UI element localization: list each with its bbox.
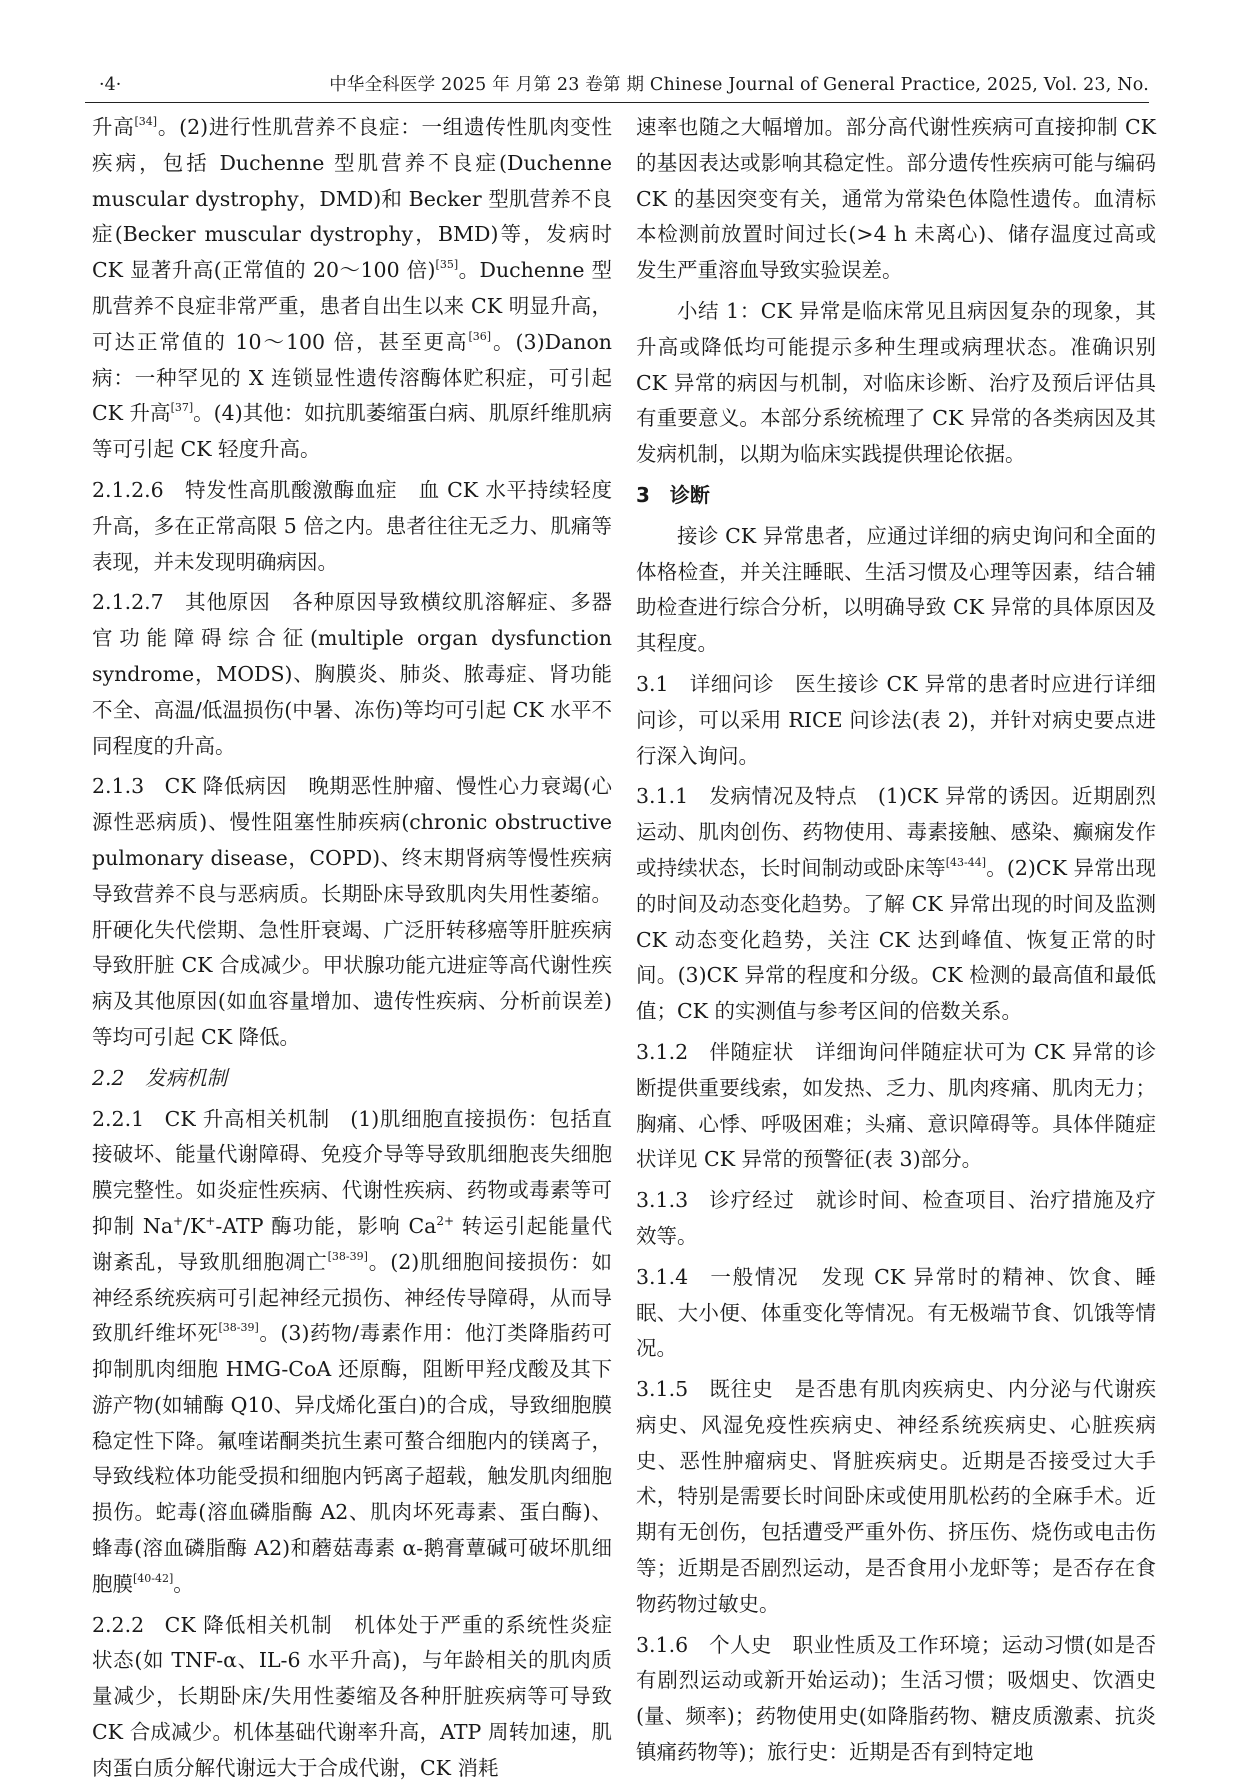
right-column <box>636 110 1156 1776</box>
page-number: ·4· <box>99 75 122 95</box>
section-title: 一般情况 <box>708 1264 800 1289</box>
section-3-heading <box>636 478 1156 514</box>
section-number: 3.1.2 <box>636 1039 689 1064</box>
section-title: 发病情况及特点 <box>708 784 858 809</box>
section-title: 发病机制 <box>145 1065 228 1090</box>
section-number: 2.1.2.7 <box>92 590 164 615</box>
section-title: 诊疗经过 <box>708 1188 795 1213</box>
section-3-1-2: 3.1.2 伴随症状 详细询问伴随症状可为 CK 异常的诊断提供重要线索，如发热、乏力、肌肉疼痛、肌肉无力；胸痛、心悸、呼吸困难；头痛、意识障碍等。具体伴随症状详见 CK 异常的预警征(表 3)部分。 <box>636 1039 1156 1172</box>
running-header <box>85 68 1149 103</box>
section-2-1-3: 2.1.3 CK 降低病因 晚期恶性肿瘤、慢性心力衰竭(心源性恶病质)、慢性阻塞性肺疾病(chronic obstructive pulmonary disease，COPD)、终末期肾病等慢性疾病导致营养不良与恶病质。长期卧床导致肌肉失用性萎缩。肝硬化失代偿期、急性肝衰竭、广泛肝转移癌等肝脏疾病导致肝脏 CK 合成减少。甲状腺功能亢进症等高代谢性疾病及其他原因(如血容量增加、遗传性疾病、分析前误差)等均可引起 CK 降低。 <box>92 774 612 1049</box>
section-number: 3.1 <box>636 671 669 696</box>
section-number: 2.2.2 <box>92 1612 145 1637</box>
summary-paragraph: 小结 1：CK 异常是临床常见且病因复杂的现象，其升高或降低均可能提示多种生理或病理状态。准确识别 CK 异常的病因与机制，对临床诊断、治疗及预后评估具有重要意义。本部分系统梳理了 CK 异常的各类病因及其发病机制，以期为临床实践提供理论依据。 <box>636 298 1156 467</box>
section-number: 3.1.3 <box>636 1188 689 1213</box>
section-title: CK 升高相关机制 <box>164 1106 330 1131</box>
section-title: 其他原因 <box>184 590 271 615</box>
paragraph-continued: 速率也随之大幅增加。部分高代谢性疾病可直接抑制 CK 的基因表达或影响其稳定性。部分遗传性疾病可能与编码 CK 的基因突变有关，通常为常染色体隐性遗传。血清标本检测前放置时间过长(>4 h 未离心)、储存温度过高或发生严重溶血导致实验误差。 <box>636 115 1156 283</box>
section-3-intro: 接诊 CK 异常患者，应通过详细的病史询问和全面的体格检查，并关注睡眠、生活习惯及心理等因素，结合辅助检查进行综合分析，以明确导致 CK 异常的具体原因及其程度。 <box>636 523 1156 656</box>
section-2-2-heading <box>92 1061 612 1097</box>
section-number: 3.1.1 <box>636 784 689 809</box>
citation-ref: [35] <box>435 258 459 272</box>
section-3-1: 3.1 详细问诊 医生接诊 CK 异常的患者时应进行详细问诊，可以采用 RICE 问诊法(表 2)，并针对病史要点进行深入询问。 <box>636 671 1156 768</box>
section-3-1-1: 3.1.1 发病情况及特点 (1)CK 异常的诱因。近期剧烈运动、肌肉创伤、药物使用、毒素接触、感染、癫痫发作或持续状态，长时间制动或卧床等[43-44]。(2)CK 异常出现的时间及动态变化趋势。了解 CK 异常出现的时间及监测 CK 动态变化趋势，关注 CK 达到峰值、恢复正常的时间。(3)CK 异常的程度和分级。CK 检测的最高值和最低值；CK 的实测值与参考区间的倍数关系。 <box>636 784 1156 1024</box>
citation-ref: [38-39] <box>218 1321 259 1335</box>
citation-ref: [34] <box>134 115 158 128</box>
section-2-1-2-6: 2.1.2.6 特发性高肌酸激酶血症 血 CK 水平持续轻度升高，多在正常高限 5 倍之内。患者往往无乏力、肌痛等表现，并未发现明确病因。 <box>92 477 612 574</box>
section-title: CK 降低相关机制 <box>164 1612 333 1637</box>
section-2-2-1: 2.2.1 CK 升高相关机制 (1)肌细胞直接损伤：包括直接破坏、能量代谢障碍、免疫介导等导致肌细胞丧失细胞膜完整性。如炎症性疾病、代谢性疾病、药物或毒素等可抑制 Na+/K+-ATP 酶功能，影响 $Ca^{2+}$ 转运引起能量代谢紊乱，导致肌细胞凋亡[38-39]。(2)肌细胞间接损伤：如神经系统疾病可引起神经元损伤、神经传导障碍，从而导致肌纤维坏死[38-39]。(3)药物/毒素作用：他汀类降脂药可抑制肌肉细胞 HMG-CoA 还原酶，阻断甲羟戊酸及其下游产物(如辅酶 Q10、异戊烯化蛋白)的合成，导致细胞膜稳定性下降。氟喹诺酮类抗生素可螯合细胞内的镁离子，导致线粒体功能受损和细胞内钙离子超载，触发肌肉细胞损伤。蛇毒(溶血磷脂酶 A2、肌肉坏死毒素、蛋白酶)、蜂毒(溶血磷脂酶 A2)和蘑菇毒素 α-鹅膏蕈碱可破坏肌细胞膜[40-42]。 <box>92 1106 613 1596</box>
section-3-1-3: 3.1.3 诊疗经过 就诊时间、检查项目、治疗措施及疗效等。 <box>636 1188 1157 1248</box>
section-2-1-2-7: 2.1.2.7 其他原因 各种原因导致横纹肌溶解症、多器官功能障碍综合征(multiple organ dysfunction syndrome，MODS)、胸膜炎、肺炎、脓毒症、肾功能不全、高温/低温损伤(中暑、冻伤)等均可引起 CK 水平不同程度的升高。 <box>92 590 613 758</box>
section-title: 详细问诊 <box>689 671 775 696</box>
paragraph-dystrophy: 升高[34]。(2)进行性肌营养不良症：一组遗传性肌肉变性疾病，包括 Duchenne 型肌营养不良症(Duchenne muscular dystrophy，DMD)和 Becker 型肌营养不良症(Becker muscular dystrophy，BMD)等，发病时 CK 显著升高(正常值的 20～100 倍)[35]。Duchenne 型肌营养不良症非常严重，患者自出生以来 CK 明显升高，可达正常值的 10～100 倍，甚至更高[36]。(3)Danon 病：一种罕见的 X 连锁显性遗传溶酶体贮积症，可引起 CK 升高[37]。(4)其他：如抗肌萎缩蛋白病、肌原纤维肌病等可引起 CK 轻度升高。 <box>92 115 612 462</box>
section-title: 伴随症状 <box>708 1039 794 1064</box>
section-number: 3.1.5 <box>636 1377 689 1402</box>
section-number: 3.1.4 <box>636 1264 689 1289</box>
section-number: 2.2.1 <box>92 1106 145 1131</box>
section-2-2-2: 2.2.2 CK 降低相关机制 机体处于严重的系统性炎症状态(如 TNF-α、IL-6 水平升高)，与年龄相关的肌肉质量减少，长期卧床/失用性萎缩及各种肝脏疾病等可导致 CK 合成减少。机体基础代谢率升高，ATP 周转加速，肌肉蛋白质分解代谢远大于合成代谢，CK 消耗 <box>92 1612 612 1780</box>
section-3-1-4: 3.1.4 一般情况 发现 CK 异常时的精神、饮食、睡眠、大小便、体重变化等情况。有无极端节食、饥饿等情况。 <box>636 1264 1156 1361</box>
section-number: 2.1.2.6 <box>92 477 164 502</box>
section-number: 2.1.3 <box>92 774 145 799</box>
journal-citation: 中华全科医学 2025 年 月第 23 卷第 期 Chinese Journal of General Practice, 2025, Vol. 23, No. <box>329 75 1149 95</box>
section-title: 既往史 <box>708 1377 774 1402</box>
citation-ref: [43-44] <box>945 855 987 869</box>
citation-ref: [36] <box>468 329 492 343</box>
citation-ref: [40-42] <box>133 1571 174 1585</box>
section-title: 个人史 <box>708 1632 772 1657</box>
left-column <box>92 110 612 1792</box>
citation-ref: [37] <box>170 401 194 415</box>
section-number: 3.1.6 <box>636 1632 689 1657</box>
section-3-1-5: 3.1.5 既往史 是否患有肌肉疾病史、内分泌与代谢疾病史、风湿免疫性疾病史、神经系统疾病史、心脏疾病史、恶性肿瘤病史、肾脏疾病史。近期是否接受过大手术，特别是需要长时间卧床或使用肌松药的全麻手术。近期有无创伤，包括遭受严重外伤、挤压伤、烧伤或电击伤等；近期是否剧烈运动，是否食用小龙虾等；是否存在食物药物过敏史。 <box>636 1377 1157 1616</box>
section-title: 诊断 <box>669 482 710 507</box>
section-3-1-6: 3.1.6 个人史 职业性质及工作环境；运动习惯(如是否有剧烈运动或新开始运动)；生活习惯；吸烟史、饮酒史(量、频率)；药物使用史(如降脂药物、糖皮质激素、抗炎镇痛药物等)；旅行史：近期是否有到特定地 <box>636 1632 1157 1765</box>
section-title: 特发性高肌酸激酶血症 <box>184 477 398 502</box>
section-number: 2.2 <box>92 1065 125 1090</box>
section-title: CK 降低病因 <box>164 774 288 799</box>
section-number: 3 <box>636 482 650 507</box>
citation-ref: [38-39] <box>327 1249 368 1263</box>
